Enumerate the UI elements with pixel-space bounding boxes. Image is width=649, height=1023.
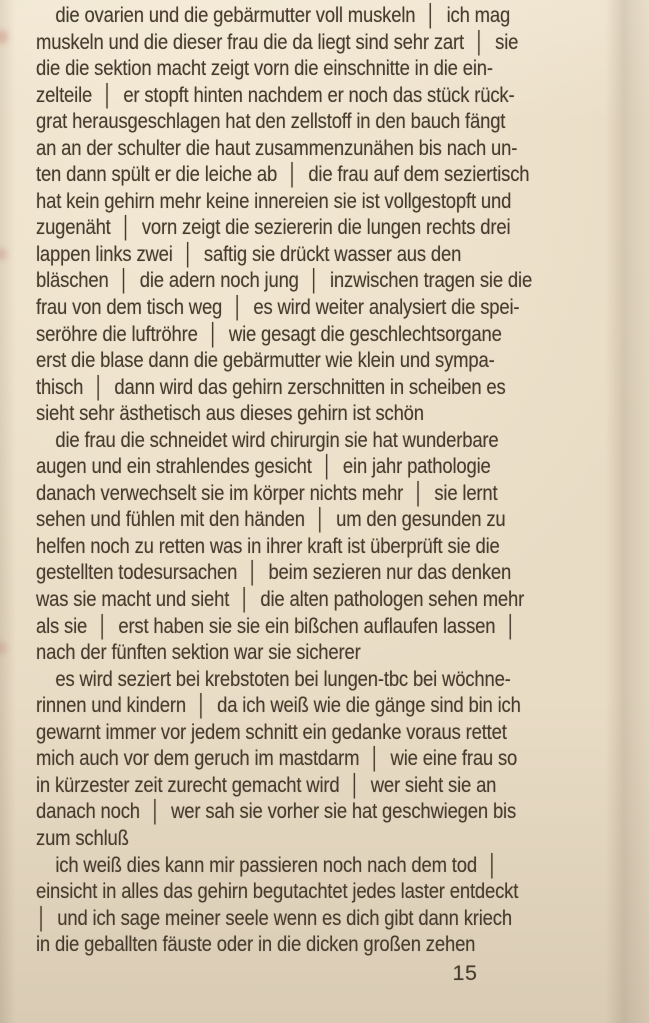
text-line: in die geballten fäuste oder in die dicken großen zehen [36, 933, 476, 957]
text-line: zugenäht │ vorn zeigt die seziererin die lungen rechts drei [36, 216, 511, 240]
text-line: als sie │ erst haben sie sie ein bißchen auflaufen lassen │ [36, 614, 517, 638]
text-line: sehen und fühlen mit den händen │ um den gesunden zu [36, 508, 506, 532]
text-line: an an der schulter die haut zusammenzunähen bis nach un- [36, 136, 518, 160]
edge-smudge [0, 30, 8, 44]
edge-smudge [0, 248, 7, 260]
text-line: grat herausgeschlagen hat den zellstoff in den bauch fängt [36, 110, 506, 134]
text-line: rinnen und kindern │ da ich weiß wie die gänge sind bin ich [36, 694, 521, 718]
text-line: in kürzester zeit zurecht gemacht wird │ wer sieht sie an [36, 773, 497, 797]
text-line: bläschen │ die adern noch jung │ inzwischen tragen sie die [36, 269, 533, 293]
text-line: danach verwechselt sie im körper nichts mehr │ sie lernt [36, 481, 498, 505]
text-line: danach noch │ wer sah sie vorher sie hat geschwiegen bis [36, 800, 517, 824]
text-line: augen und ein strahlendes gesicht │ ein jahr pathologie [36, 455, 491, 479]
text-line: thisch │ dann wird das gehirn zerschnitten in scheiben es [36, 375, 506, 399]
edge-smudge [0, 642, 7, 654]
text-line: frau von dem tisch weg │ es wird weiter analysiert die spei- [36, 296, 520, 320]
text-line: muskeln und die dieser frau die da liegt sind sehr zart │ sie [36, 30, 519, 54]
text-line: │ und ich sage meiner seele wenn es dich gibt dann kriech [36, 906, 512, 930]
text-line: es wird seziert bei krebstoten bei lungen-tbc bei wöchne- [55, 667, 511, 691]
text-line: zelteile │ er stopft hinten nachdem er noch das stück rück- [36, 83, 515, 107]
paragraph [36, 667, 636, 853]
text-line: die frau die schneidet wird chirurgin sie hat wunderbare [55, 428, 499, 452]
text-line: gestellten todesursachen │ beim sezieren nur das denken [36, 561, 512, 585]
text-line: die die sektion macht zeigt vorn die einschnitte in die ein- [36, 57, 493, 81]
text-line: was sie macht und sieht │ die alten pathologen sehen mehr [36, 588, 525, 612]
text-line: sieht sehr ästhetisch aus dieses gehirn ist schön [36, 402, 424, 426]
text-line: lappen links zwei │ saftig sie drückt wasser aus den [36, 242, 462, 266]
text-line: ten dann spült er die leiche ab │ die frau auf dem seziertisch [36, 163, 530, 187]
page-text [36, 3, 636, 959]
paragraph [36, 853, 636, 959]
text-line: seröhre die luftröhre │ wie gesagt die geschlechtsorgane [36, 322, 502, 346]
paragraph [36, 428, 636, 667]
text-line: mich auch vor dem geruch im mastdarm │ wie eine frau so [36, 747, 518, 771]
text-line: einsicht in alles das gehirn begutachtet jedes laster entdeckt [36, 880, 519, 904]
text-line: nach der fünften sektion war sie sicherer [36, 641, 361, 665]
text-line: erst die blase dann die gebärmutter wie klein und sympa- [36, 349, 495, 373]
text-line: hat kein gehirn mehr keine innereien sie ist vollgestopft und [36, 189, 512, 213]
text-line: gewarnt immer vor jedem schnitt ein gedanke voraus rettet [36, 720, 507, 744]
text-line: ich weiß dies kann mir passieren noch nach dem tod │ [55, 853, 499, 877]
paragraph [36, 3, 636, 428]
text-line: die ovarien und die gebärmutter voll muskeln │ ich mag [55, 4, 511, 27]
text-line: zum schluß [36, 826, 129, 850]
page-number: 15 [452, 961, 478, 985]
text-line: helfen noch zu retten was in ihrer kraft ist überprüft sie die [36, 534, 500, 558]
